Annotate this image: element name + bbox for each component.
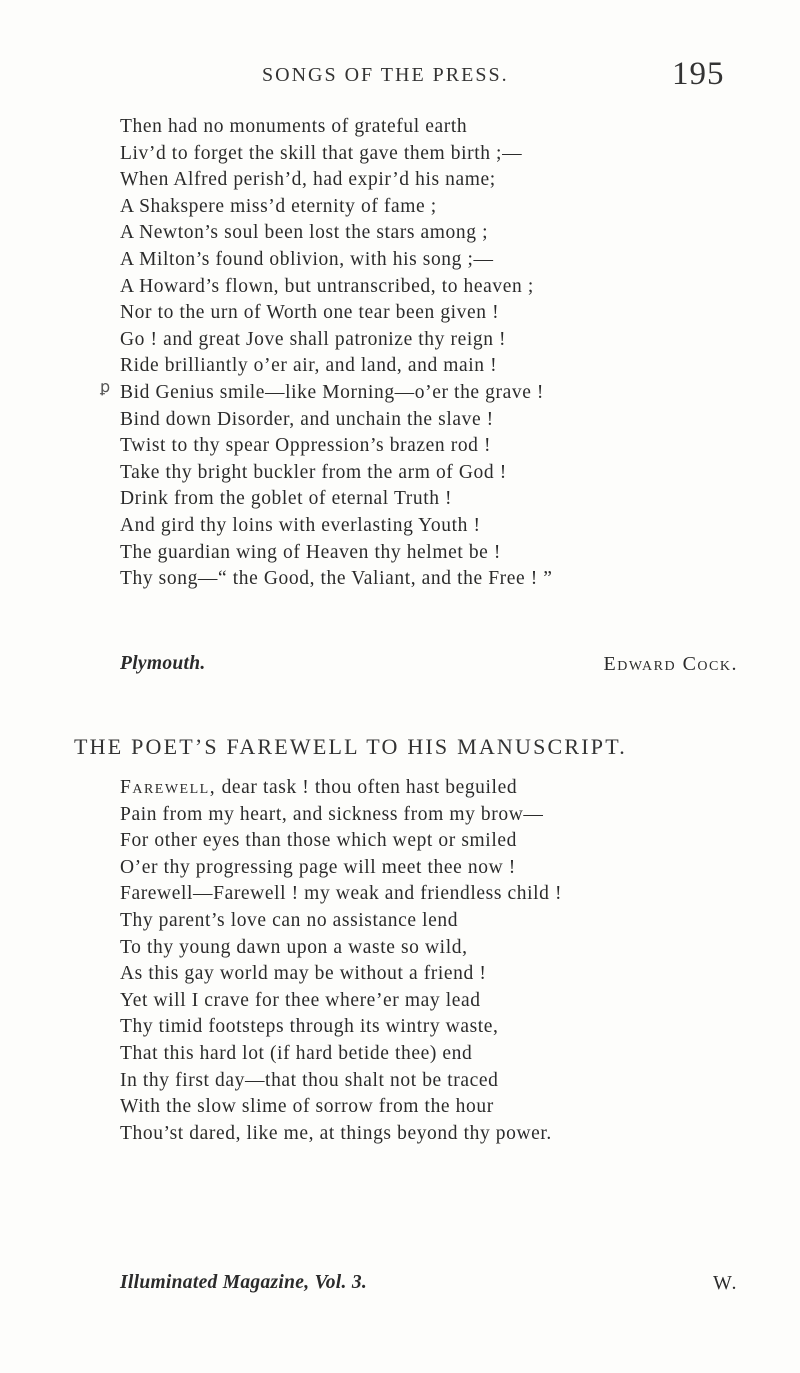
poem-line: Bid Genius smile—like Morning—o’er the grave !	[120, 381, 545, 403]
poem-line: Thy parent’s love can no assistance lend	[120, 909, 459, 931]
poem-line: Pain from my heart, and sickness from my brow—	[120, 803, 544, 825]
poem-line: In thy first day—that thou shalt not be traced	[120, 1069, 499, 1091]
poem-line: Ride brilliantly o’er air, and land, and main !	[120, 355, 498, 377]
margin-mark: ꝑ	[100, 379, 111, 396]
poem2-attribution	[120, 1272, 738, 1300]
poem-line: Bind down Disorder, and unchain the slave !	[120, 408, 494, 430]
poem-line: Go ! and great Jove shall patronize thy reign !	[120, 328, 507, 350]
poem-line: Take thy bright buckler from the arm of God !	[120, 461, 507, 483]
poem-line: A Shakspere miss’d eternity of fame ;	[120, 195, 437, 217]
running-title: SONGS OF THE PRESS.	[262, 64, 509, 86]
source-name: Illuminated Magazine, Vol. 3.	[120, 1272, 368, 1293]
poem-line: Twist to thy spear Oppression’s brazen rod !	[120, 435, 492, 457]
author-name: Edward Cock.	[603, 653, 738, 675]
poem-title: THE POET’S FAREWELL TO HIS MANUSCRIPT.	[74, 734, 627, 759]
poem-line: A Howard’s flown, but untranscribed, to heaven ;	[120, 275, 534, 297]
place-name: Plymouth.	[120, 653, 206, 674]
poem-line: Thou’st dared, like me, at things beyond thy power.	[120, 1122, 552, 1144]
poem-line: A Newton’s soul been lost the stars among ;	[120, 222, 489, 244]
first-line-rest: dear task ! thou often hast beguiled	[216, 777, 518, 798]
poem-line: For other eyes than those which wept or smiled	[120, 830, 517, 852]
poem-line: With the slow slime of sorrow from the hour	[120, 1096, 494, 1118]
poem-line: Nor to the urn of Worth one tear been given !	[120, 302, 500, 324]
poem-line: O’er thy progressing page will meet thee now !	[120, 856, 516, 878]
poem-line: Then had no monuments of grateful earth	[120, 116, 468, 137]
poem-line: As this gay world may be without a friend !	[120, 963, 487, 985]
author-name: W.	[712, 1272, 738, 1294]
poem1-attribution	[120, 653, 738, 681]
poem-line: To thy young dawn upon a waste so wild,	[120, 936, 468, 958]
poem-line: A Milton’s found oblivion, with his song ;—	[120, 248, 494, 270]
poem-line: That this hard lot (if hard betide thee) end	[120, 1042, 473, 1064]
poem-line: Drink from the goblet of eternal Truth !	[120, 488, 453, 510]
poem-line: Liv’d to forget the skill that gave them birth ;—	[120, 142, 523, 164]
poem-line: Yet will I crave for thee where’er may lead	[120, 989, 481, 1011]
poem-line	[120, 775, 740, 802]
running-head	[0, 58, 800, 98]
poem-poets-farewell	[120, 775, 740, 1147]
poem-line: Thy timid footsteps through its wintry waste,	[120, 1016, 499, 1038]
poem-line: Farewell—Farewell ! my weak and friendless child !	[120, 883, 563, 905]
first-word: Farewell,	[120, 777, 217, 798]
poem-songs-of-the-press	[120, 114, 740, 593]
page-number: 195	[672, 56, 725, 92]
poem-line: When Alfred perish’d, had expir’d his name;	[120, 169, 496, 191]
poem-line: Thy song—“ the Good, the Valiant, and the Free ! ”	[120, 568, 553, 590]
poem-line: The guardian wing of Heaven thy helmet be !	[120, 541, 502, 563]
poem-line: And gird thy loins with everlasting Youth !	[120, 514, 481, 536]
